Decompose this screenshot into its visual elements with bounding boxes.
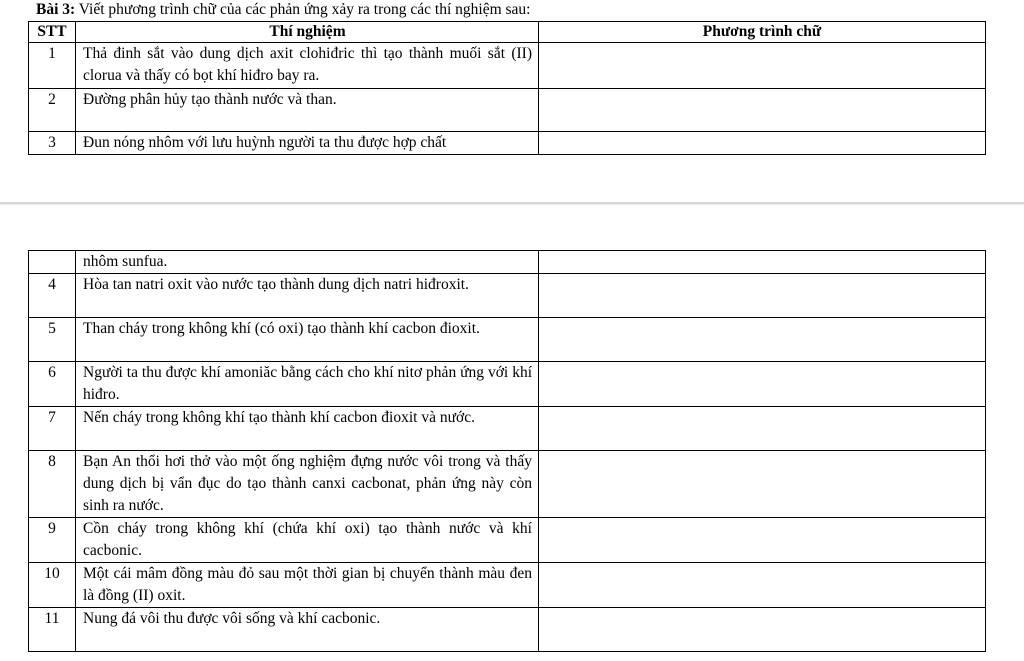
experiment-cell: nhôm sunfua. <box>76 251 539 274</box>
column-header-equation: Phương trình chữ <box>539 22 986 43</box>
equation-cell[interactable] <box>539 608 986 652</box>
exercise-heading <box>36 1 530 19</box>
table-row <box>29 563 986 608</box>
table-row <box>29 608 986 652</box>
equation-cell[interactable] <box>539 274 986 318</box>
exercise-number: Bài 3: <box>36 1 76 18</box>
equation-cell[interactable] <box>539 362 986 407</box>
experiment-cell: Một cái mâm đồng màu đỏ sau một thời gian bị chuyển thành màu đen là đồng (II) oxit. <box>76 563 539 608</box>
experiment-cell: Đun nóng nhôm với lưu huỳnh người ta thu được hợp chất <box>76 132 539 155</box>
column-header-stt: STT <box>29 22 76 43</box>
equation-cell[interactable] <box>539 132 986 155</box>
experiment-cell: Than cháy trong không khí (có oxi) tạo thành khí cacbon đioxit. <box>76 318 539 362</box>
row-number: 10 <box>29 563 76 608</box>
row-number: 2 <box>29 89 76 132</box>
equation-cell[interactable] <box>539 318 986 362</box>
row-number: 3 <box>29 132 76 155</box>
row-number: 7 <box>29 407 76 451</box>
table-header-row <box>29 22 986 43</box>
experiment-cell: Thả đinh sắt vào dung dịch axit clohiđric thì tạo thành muối sắt (II) clorua và thấy có bọt khí hiđro bay ra. <box>76 43 539 89</box>
row-number: 6 <box>29 362 76 407</box>
row-number: 4 <box>29 274 76 318</box>
equation-cell[interactable] <box>539 407 986 451</box>
experiment-cell: Đường phân hủy tạo thành nước và than. <box>76 89 539 132</box>
experiment-cell: Bạn An thổi hơi thở vào một ống nghiệm đựng nước vôi trong và thấy dung dịch bị vẩn đục do tạo thành canxi cacbonat, phản ứng này còn sinh ra nước. <box>76 451 539 518</box>
reaction-table-page-1 <box>28 21 986 155</box>
experiment-cell: Cồn cháy trong không khí (chứa khí oxi) tạo thành nước và khí cacbonic. <box>76 518 539 563</box>
table-row <box>29 251 986 274</box>
row-number <box>29 251 76 274</box>
row-number: 1 <box>29 43 76 89</box>
equation-cell[interactable] <box>539 518 986 563</box>
table-row <box>29 362 986 407</box>
row-number: 8 <box>29 451 76 518</box>
page-break-shadow <box>0 204 1024 205</box>
table-row <box>29 407 986 451</box>
table-row <box>29 43 986 89</box>
column-header-experiment: Thí nghiệm <box>76 22 539 43</box>
equation-cell[interactable] <box>539 563 986 608</box>
row-number: 5 <box>29 318 76 362</box>
row-number: 11 <box>29 608 76 652</box>
experiment-cell: Nung đá vôi thu được vôi sống và khí cacbonic. <box>76 608 539 652</box>
table-row <box>29 318 986 362</box>
table-row <box>29 518 986 563</box>
experiment-cell: Hòa tan natri oxit vào nước tạo thành dung dịch natri hiđroxit. <box>76 274 539 318</box>
experiment-cell: Người ta thu được khí amoniăc bằng cách cho khí nitơ phản ứng với khí hiđro. <box>76 362 539 407</box>
experiment-cell: Nến cháy trong không khí tạo thành khí cacbon đioxit và nước. <box>76 407 539 451</box>
equation-cell[interactable] <box>539 451 986 518</box>
equation-cell[interactable] <box>539 251 986 274</box>
exercise-instruction: Viết phương trình chữ của các phản ứng xảy ra trong các thí nghiệm sau: <box>78 1 531 18</box>
row-number: 9 <box>29 518 76 563</box>
table-row <box>29 89 986 132</box>
reaction-table-page-2 <box>28 250 986 652</box>
equation-cell[interactable] <box>539 89 986 132</box>
table-row <box>29 451 986 518</box>
table-row <box>29 132 986 155</box>
equation-cell[interactable] <box>539 43 986 89</box>
table-row <box>29 274 986 318</box>
